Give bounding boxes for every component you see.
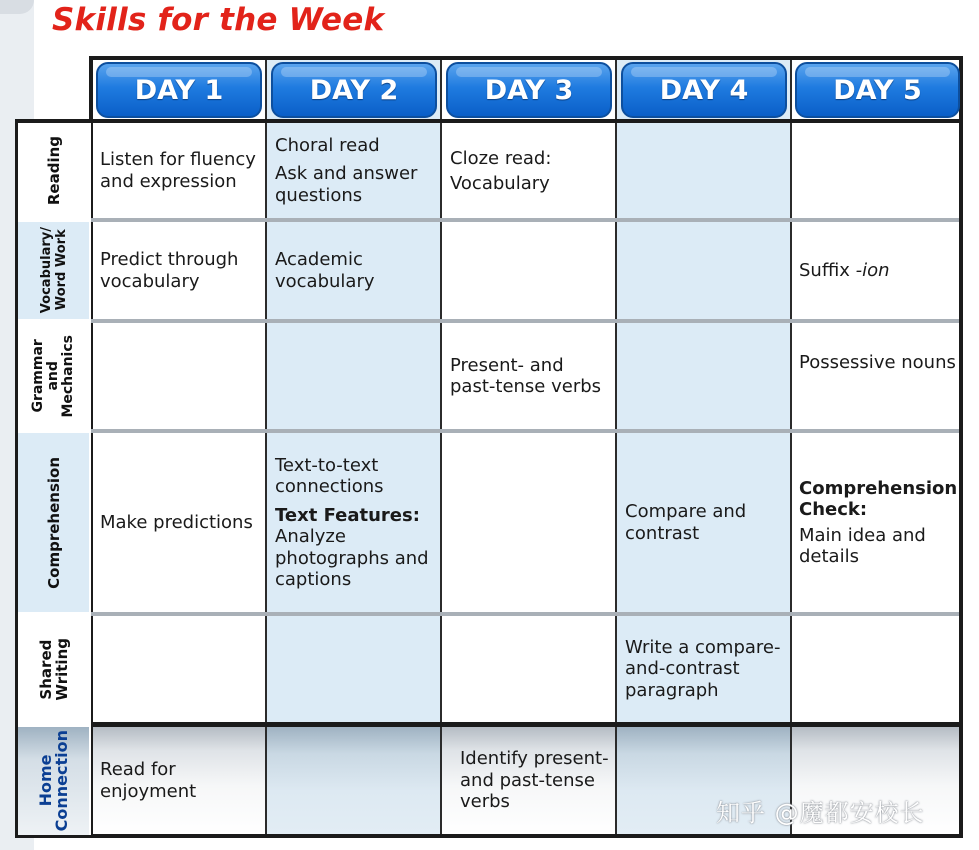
day2-label: DAY 2 [309,74,399,106]
grid-vline-3 [615,60,617,834]
day1-label: DAY 1 [134,74,224,106]
day3-header [446,62,612,118]
reading-day1-cell: Listen for fluency and expression [100,149,256,192]
comprehension-day1-cell: Make predictions [100,511,253,533]
day4-header [621,62,787,118]
row-label-shared-writing: Shared Writing [36,637,71,701]
home-day3-cell: Identify present- and past-tense verbs [460,748,609,813]
reading-day2-cell: Choral read Ask and answer questions [275,134,418,206]
grid-vline-4 [790,60,792,834]
row-label-vocabulary: Vocabulary/ Word Work [18,222,89,319]
day3-label: DAY 3 [484,74,574,106]
vocabulary-day2-cell: Academic vocabulary [275,249,375,292]
day2-header [271,62,437,118]
grid-vline-2 [440,60,442,834]
row-label-comprehension: Comprehension [18,433,89,612]
day4-label: DAY 4 [659,74,749,106]
grammar-day3-cell: Present- and past-tense verbs [450,354,602,397]
home-day1-cell: Read for enjoyment [100,759,197,802]
comprehension-day2-cell: Text-to-text connections Text Features: Analyze photographs and captions [275,454,429,590]
day5-label: DAY 5 [833,74,922,106]
comprehension-day4-cell: Compare and contrast [625,501,747,544]
grid-vline-1 [265,60,267,834]
vocabulary-day5-cell: Suffix -ion [799,259,890,281]
watermark: 知乎 @魔都安校长 [716,799,925,827]
page-title: Skills for the Week [52,2,385,38]
grid-hline-4 [18,612,959,616]
grammar-day5-cell: Possessive nouns [799,352,956,374]
row-label-reading: Reading [44,135,63,206]
day1-header [96,62,262,118]
reading-day3-cell: Cloze read: Vocabulary [450,147,552,194]
day5-header [795,62,960,118]
vocabulary-day1-cell: Predict through vocabulary [100,249,239,292]
writing-day4-cell: Write a compare-and-contrast paragraph [625,636,781,701]
row-label-grammar: Grammar and Mechanics [30,334,76,418]
comprehension-day5-cell: Comprehension Check: Main idea and details [799,477,958,567]
home-day2-tint [267,727,440,834]
row-label-home-connection: Home Connection [18,727,89,835]
